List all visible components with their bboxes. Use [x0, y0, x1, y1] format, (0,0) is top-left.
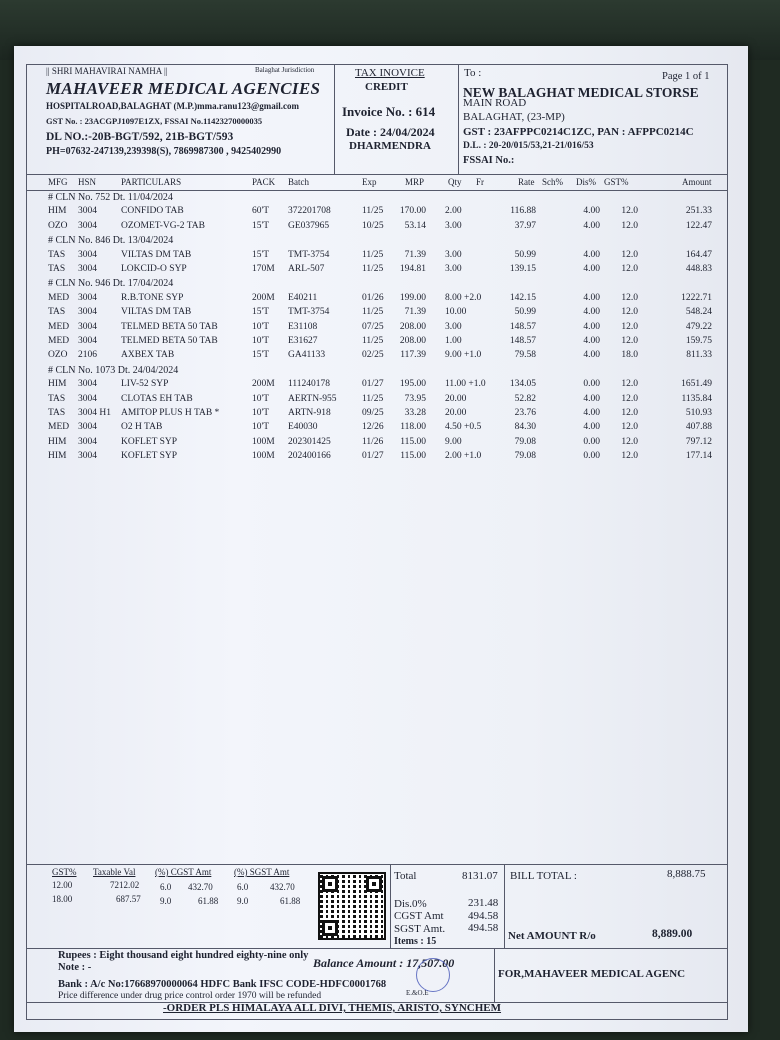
for-company: FOR,MAHAVEER MEDICAL AGENC	[498, 968, 686, 980]
col-qty: Qty	[448, 177, 462, 187]
table-row	[0, 250, 780, 264]
tax-row-cgst-pct: 9.0	[160, 896, 172, 906]
cell-pack: 60'T	[252, 206, 270, 217]
cell-rate: 50.99	[514, 307, 536, 318]
cell-qty: 3.00	[445, 249, 462, 260]
items-count: Items : 15	[394, 936, 437, 947]
cell-exp: 11/25	[362, 264, 384, 274]
cell-name: R.B.TONE SYP	[121, 292, 184, 303]
cell-exp: 10/25	[362, 220, 384, 231]
cell-batch: E40030	[288, 422, 318, 433]
company-gst: GST No. : 23ACGPJ1097E1ZX, FSSAI No.11423270000035	[46, 116, 263, 126]
table-row	[0, 206, 780, 220]
col-hsn: HSN	[78, 177, 97, 187]
customer-fssai: FSSAI No.:	[463, 155, 515, 166]
cell-rate: 79.08	[514, 451, 536, 462]
cell-amount: 407.88	[685, 422, 712, 433]
cell-rate: 116.88	[510, 206, 536, 217]
table-row	[0, 264, 780, 278]
cell-rate: 79.58	[514, 350, 536, 361]
cell-hsn: 2106	[78, 350, 97, 361]
cell-rate: 50.99	[514, 249, 536, 260]
cell-mrp: 115.00	[400, 451, 426, 462]
cell-mfg: HIM	[48, 451, 67, 462]
tax-head-taxable: Taxable Val	[93, 867, 136, 877]
cell-name: CLOTAS EH TAB	[121, 393, 193, 404]
tax-row-gst: 18.00	[52, 894, 73, 904]
discount-label: Dis.0%	[394, 898, 427, 910]
company-address: HOSPITALROAD,BALAGHAT (M.P.)mma.ranu123@gmail.com	[46, 101, 300, 111]
cell-gst: 12.0	[621, 220, 638, 231]
cell-mfg: TAS	[48, 264, 66, 274]
table-row	[0, 394, 780, 408]
customer-gst: GST : 23AFPPC0214C1ZC, PAN : AFPPC0214C	[463, 126, 694, 138]
cell-mrp: 194.81	[399, 264, 426, 274]
cell-qty: 2.00	[445, 206, 462, 217]
cell-exp: 01/27	[362, 379, 384, 390]
col-mfg: MFG	[48, 177, 68, 187]
tax-row-sgst: 61.88	[280, 896, 301, 906]
cell-pack: 100M	[252, 451, 275, 462]
cell-dis: 4.00	[583, 220, 600, 231]
cell-mfg: OZO	[48, 220, 68, 231]
cell-qty: 3.00	[445, 220, 462, 231]
cell-batch: E31627	[288, 336, 318, 346]
col-sch: Sch%	[542, 177, 563, 187]
cell-amount: 548.24	[685, 307, 712, 318]
cell-amount: 177.14	[685, 451, 712, 462]
cell-mfg: MED	[48, 321, 70, 332]
cell-amount: 159.75	[685, 336, 712, 346]
company-dl: DL NO.:-20B-BGT/592, 21B-BGT/593	[46, 131, 234, 143]
cell-hsn: 3004	[78, 264, 97, 274]
table-row	[0, 307, 780, 321]
tax-head-sgst: (%) SGST Amt	[234, 867, 290, 877]
cell-batch: TMT-3754	[288, 307, 330, 318]
cell-exp: 11/25	[362, 336, 384, 346]
cell-pack: 200M	[252, 292, 275, 303]
cell-dis: 4.00	[583, 422, 600, 433]
cell-name: AXBEX TAB	[121, 350, 175, 361]
cell-name: TELMED BETA 50 TAB	[121, 321, 218, 332]
invoice-date: Date : 24/04/2024	[346, 125, 435, 139]
cell-mrp: 73.95	[404, 393, 426, 404]
table-row	[0, 422, 780, 436]
sgst-label: SGST Amt.	[394, 923, 446, 935]
cell-pack: 15'T	[252, 220, 270, 231]
customer-address-1: MAIN ROAD	[463, 97, 527, 109]
cell-mfg: MED	[48, 292, 70, 303]
cell-rate: 148.57	[509, 336, 536, 346]
tax-head-cgst: (%) CGST Amt	[155, 867, 212, 877]
cell-pack: 15'T	[252, 307, 270, 318]
col-gst: GST%	[604, 177, 629, 187]
cell-dis: 4.00	[583, 249, 600, 260]
cell-amount: 251.33	[685, 206, 712, 217]
col-pack: PACK	[252, 177, 276, 187]
cell-rate: 134.05	[509, 379, 536, 390]
cell-qty: 10.00	[445, 307, 467, 318]
eoe-label: E.&O.E	[406, 989, 429, 997]
cell-amount: 164.47	[685, 249, 712, 260]
cell-batch: GA41133	[288, 350, 326, 361]
cell-mrp: 118.00	[400, 422, 426, 433]
tax-row-cgst: 61.88	[198, 896, 219, 906]
cell-hsn: 3004	[78, 451, 97, 462]
cell-gst: 12.0	[621, 379, 638, 390]
cell-mrp: 170.00	[399, 206, 426, 217]
cln-group-label: # CLN No. 1073 Dt. 24/04/2024	[48, 364, 179, 376]
cell-amount: 797.12	[685, 436, 712, 447]
cell-mrp: 53.14	[404, 220, 426, 231]
cell-gst: 18.0	[621, 350, 638, 361]
cell-dis: 4.00	[583, 350, 600, 361]
table-row	[0, 379, 780, 393]
divider	[494, 948, 495, 1002]
divider	[334, 64, 335, 174]
bank-details: Bank : A/c No:17668970000064 HDFC Bank IFSC CODE-HDFC0001768	[58, 979, 387, 990]
cell-hsn: 3004	[78, 321, 97, 332]
cell-dis: 0.00	[583, 451, 600, 462]
tax-invoice-title: TAX INOVICE	[355, 67, 425, 79]
col-mrp: MRP	[405, 177, 425, 187]
cell-dis: 4.00	[583, 292, 600, 303]
table-row	[0, 322, 780, 336]
tax-row-taxable: 687.57	[116, 894, 141, 904]
cgst-label: CGST Amt	[394, 910, 444, 922]
cell-mrp: 208.00	[399, 321, 426, 332]
cell-dis: 4.00	[583, 307, 600, 318]
table-row	[0, 350, 780, 364]
cell-exp: 11/25	[362, 393, 384, 404]
cell-amount: 479.22	[685, 321, 712, 332]
cell-hsn: 3004	[78, 379, 97, 390]
cell-rate: 142.15	[509, 292, 536, 303]
cell-name: TELMED BETA 50 TAB	[121, 336, 218, 346]
cell-rate: 23.76	[514, 408, 536, 418]
to-label: To :	[464, 67, 482, 79]
cell-amount: 1135.84	[681, 393, 712, 404]
cell-gst: 12.0	[621, 292, 638, 303]
table-row	[0, 437, 780, 451]
cell-batch: 372201708	[288, 206, 331, 217]
cell-gst: 12.0	[621, 307, 638, 318]
cell-mfg: TAS	[48, 307, 66, 318]
cell-qty: 20.00	[445, 408, 467, 418]
cell-mrp: 199.00	[399, 292, 426, 303]
cell-qty: 20.00	[445, 393, 467, 404]
cell-amount: 1651.49	[681, 379, 712, 390]
cell-name: AMITOP PLUS H TAB *	[121, 408, 220, 418]
cell-mfg: HIM	[48, 379, 67, 390]
cell-mfg: HIM	[48, 436, 67, 447]
cell-batch: TMT-3754	[288, 249, 330, 260]
divider	[504, 864, 505, 948]
cgst-value: 494.58	[468, 910, 499, 922]
cell-hsn: 3004	[78, 206, 97, 217]
total-label: Total	[394, 870, 417, 882]
cell-exp: 01/26	[362, 292, 384, 303]
page-number: Page 1 of 1	[662, 71, 710, 82]
header-divider	[26, 174, 728, 175]
tax-row-sgst: 432.70	[270, 882, 295, 892]
col-dis: Dis%	[576, 177, 596, 187]
cell-gst: 12.0	[621, 249, 638, 260]
cell-batch: 202301425	[288, 436, 331, 447]
cell-gst: 12.0	[621, 451, 638, 462]
cell-pack: 170M	[252, 264, 275, 274]
cell-mfg: OZO	[48, 350, 68, 361]
col-fr: Fr	[476, 177, 485, 187]
cell-gst: 12.0	[621, 393, 638, 404]
cell-qty: 9.00 +1.0	[445, 350, 482, 361]
cell-qty: 8.00 +2.0	[445, 292, 482, 303]
cell-qty: 2.00 +1.0	[445, 451, 482, 462]
cell-batch: ARL-507	[288, 264, 325, 274]
customer-address-2: BALAGHAT, (23-MP)	[463, 111, 565, 123]
cell-mfg: TAS	[48, 408, 66, 418]
cell-gst: 12.0	[621, 206, 638, 217]
cell-exp: 02/25	[362, 350, 384, 361]
tax-row-sgst-pct: 9.0	[237, 896, 249, 906]
cell-dis: 4.00	[583, 393, 600, 404]
col-rate: Rate	[518, 177, 535, 187]
cell-mrp: 71.39	[404, 249, 426, 260]
cln-group-label: # CLN No. 846 Dt. 13/04/2024	[48, 235, 174, 247]
cell-qty: 9.00	[445, 436, 462, 447]
cell-batch: E31108	[288, 321, 318, 332]
cln-group-label: # CLN No. 946 Dt. 17/04/2024	[48, 278, 174, 290]
cell-hsn: 3004	[78, 336, 97, 346]
cell-rate: 148.57	[509, 321, 536, 332]
cell-name: VILTAS DM TAB	[121, 307, 192, 318]
cell-exp: 07/25	[362, 321, 384, 332]
cell-gst: 12.0	[621, 422, 638, 433]
col-batch: Batch	[288, 177, 309, 187]
discount-value: 231.48	[468, 897, 499, 909]
cell-exp: 11/25	[362, 206, 384, 217]
signature-stamp	[416, 958, 450, 992]
cell-name: OZOMET-VG-2 TAB	[121, 220, 205, 231]
cell-dis: 4.00	[583, 336, 600, 346]
table-row	[0, 293, 780, 307]
cell-rate: 52.82	[514, 393, 536, 404]
cln-group-label: # CLN No. 752 Dt. 11/04/2024	[48, 192, 173, 203]
shri-line: || SHRI MAHAVIRAI NAMHA ||	[46, 66, 168, 76]
cell-exp: 01/27	[362, 451, 384, 462]
cell-batch: 202400166	[288, 451, 331, 462]
table-row	[0, 451, 780, 465]
balance-amount: Balance Amount : 17,507.00	[313, 956, 455, 970]
cell-name: LOKCID-O SYP	[121, 264, 187, 274]
divider	[390, 864, 391, 948]
customer-dl: D.L. : 20-20/015/53,21-21/016/53	[463, 141, 594, 151]
cell-exp: 12/26	[362, 422, 384, 433]
cell-mfg: TAS	[48, 249, 66, 260]
cell-amount: 122.47	[685, 220, 712, 231]
cell-hsn: 3004	[78, 393, 97, 404]
company-phone: PH=07632-247139,239398(S), 7869987300 , 9425402990	[46, 146, 282, 157]
cell-gst: 12.0	[621, 264, 638, 274]
cell-dis: 4.00	[583, 321, 600, 332]
cell-gst: 12.0	[621, 436, 638, 447]
cell-exp: 11/26	[362, 436, 384, 447]
col-particulars: PARTICULARS	[121, 177, 182, 187]
cell-exp: 11/25	[362, 307, 384, 318]
cell-mfg: MED	[48, 336, 70, 346]
tax-row-cgst-pct: 6.0	[160, 882, 172, 892]
qr-code	[318, 872, 386, 940]
cell-amount: 811.33	[686, 350, 712, 361]
cell-rate: 84.30	[514, 422, 536, 433]
cell-batch: ARTN-918	[288, 408, 331, 418]
cell-qty: 1.00	[445, 336, 462, 346]
cell-batch: 111240178	[288, 379, 331, 390]
cell-name: KOFLET SYP	[121, 451, 178, 462]
tax-row-taxable: 7212.02	[110, 880, 140, 890]
summary-divider	[26, 864, 728, 865]
cell-hsn: 3004	[78, 307, 97, 318]
cell-qty: 3.00	[445, 264, 462, 274]
cell-exp: 11/25	[362, 249, 384, 260]
cell-mrp: 117.39	[400, 350, 426, 361]
cell-dis: 0.00	[583, 436, 600, 447]
cell-pack: 10'T	[252, 408, 270, 418]
salesman: DHARMENDRA	[349, 140, 431, 152]
cell-batch: E40211	[288, 292, 318, 303]
cell-pack: 10'T	[252, 336, 270, 346]
jurisdiction: Balaghat Jurisdiction	[255, 66, 315, 74]
invoice-number: Invoice No. : 614	[342, 104, 436, 119]
tax-head-gst: GST%	[52, 867, 77, 877]
cell-qty: 3.00	[445, 321, 462, 332]
cell-batch: GE037965	[288, 220, 330, 231]
cell-dis: 4.00	[583, 264, 600, 274]
cell-gst: 12.0	[621, 321, 638, 332]
tax-row-sgst-pct: 6.0	[237, 882, 249, 892]
cell-hsn: 3004	[78, 292, 97, 303]
col-exp: Exp	[362, 177, 377, 187]
customer-name: NEW BALAGHAT MEDICAL STORSE	[463, 85, 699, 100]
cell-pack: 200M	[252, 379, 275, 390]
cell-dis: 4.00	[583, 408, 600, 418]
cell-mfg: TAS	[48, 393, 66, 404]
cell-gst: 12.0	[621, 336, 638, 346]
total-value: 8131.07	[462, 870, 498, 882]
cell-mrp: 208.00	[399, 336, 426, 346]
sgst-value: 494.58	[468, 922, 499, 934]
cell-name: LIV-52 SYP	[121, 379, 169, 390]
cell-pack: 15'T	[252, 249, 270, 260]
cell-rate: 79.08	[514, 436, 536, 447]
cell-pack: 100M	[252, 436, 275, 447]
cell-hsn: 3004	[78, 422, 97, 433]
price-note: Price difference under drug price control order 1970 will be refunded	[58, 991, 322, 1001]
cell-pack: 10'T	[252, 393, 270, 404]
tax-row-gst: 12.00	[52, 880, 73, 890]
table-row	[0, 221, 780, 235]
cell-mrp: 195.00	[399, 379, 426, 390]
order-note: -ORDER PLS HIMALAYA ALL DIVI, THEMIS, ARISTO, SYNCHEM	[163, 1002, 502, 1014]
cell-pack: 10'T	[252, 321, 270, 332]
credit-label: CREDIT	[365, 81, 408, 93]
net-amount-label: Net AMOUNT R/o	[508, 930, 596, 942]
table-row	[0, 408, 780, 422]
cell-rate: 139.15	[509, 264, 536, 274]
cell-name: KOFLET SYP	[121, 436, 178, 447]
net-amount-value: 8,889.00	[652, 928, 693, 940]
company-name: MAHAVEER MEDICAL AGENCIES	[46, 79, 321, 98]
cell-name: CONFIDO TAB	[121, 206, 184, 217]
cell-hsn: 3004 H1	[78, 408, 111, 418]
column-headers	[0, 177, 780, 191]
tax-row-cgst: 432.70	[188, 882, 213, 892]
bill-total-value: 8,888.75	[667, 868, 706, 880]
cell-batch: AERTN-955	[288, 393, 337, 404]
cell-amount: 448.83	[685, 264, 712, 274]
cell-rate: 37.97	[514, 220, 536, 231]
cell-gst: 12.0	[621, 408, 638, 418]
amount-in-words: Rupees : Eight thousand eight hundred eighty-nine only	[58, 950, 309, 961]
cell-exp: 09/25	[362, 408, 384, 418]
columns-divider	[26, 190, 728, 191]
cell-qty: 4.50 +0.5	[445, 422, 482, 433]
cell-mrp: 33.28	[404, 408, 426, 418]
cell-dis: 0.00	[583, 379, 600, 390]
footer-divider	[26, 948, 728, 949]
cell-pack: 10'T	[252, 422, 270, 433]
cell-pack: 15'T	[252, 350, 270, 361]
col-amount: Amount	[682, 177, 712, 187]
cell-amount: 510.93	[685, 408, 712, 418]
cell-hsn: 3004	[78, 249, 97, 260]
cell-mfg: HIM	[48, 206, 67, 217]
note-label: Note : -	[58, 962, 92, 973]
cell-amount: 1222.71	[681, 292, 712, 303]
cell-dis: 4.00	[583, 206, 600, 217]
cell-name: VILTAS DM TAB	[121, 249, 192, 260]
cell-mrp: 71.39	[404, 307, 426, 318]
table-row	[0, 336, 780, 350]
cell-name: O2 H TAB	[121, 422, 163, 433]
cell-mrp: 115.00	[400, 436, 426, 447]
cell-mfg: MED	[48, 422, 70, 433]
bill-total-label: BILL TOTAL :	[510, 870, 577, 882]
divider	[458, 64, 459, 174]
cell-qty: 11.00 +1.0	[445, 379, 486, 390]
cell-hsn: 3004	[78, 220, 97, 231]
cell-hsn: 3004	[78, 436, 97, 447]
